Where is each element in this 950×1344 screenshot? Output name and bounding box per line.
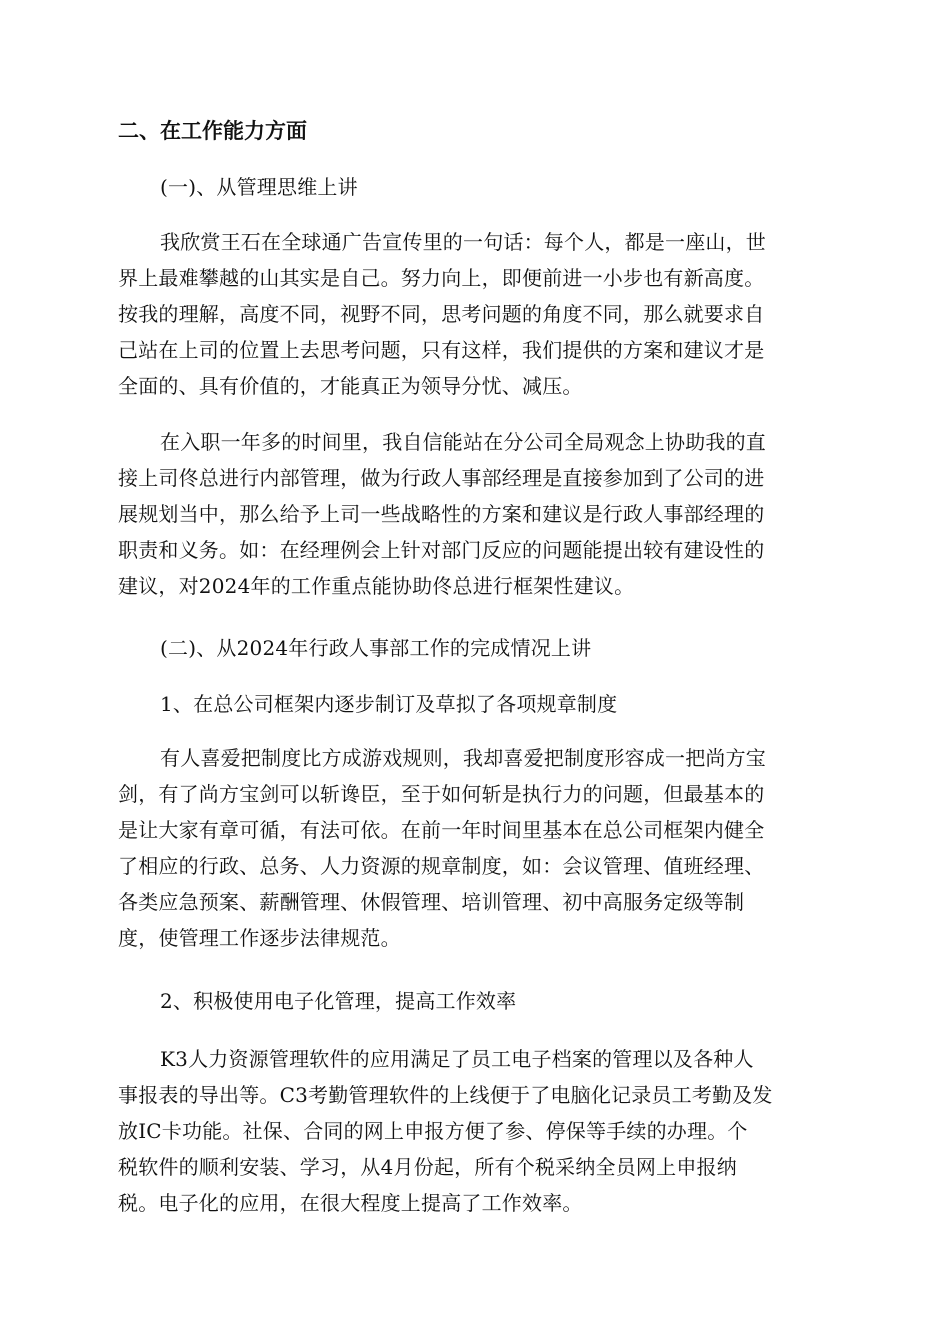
paragraph-electronic-management [118,1041,834,1221]
paragraph-line: 度，使管理工作逐步法律规范。 [118,926,401,950]
paragraph-line: 全面的、具有价值的，才能真正为领导分忧、减压。 [118,374,583,398]
paragraph-internal-management [118,424,834,604]
paragraph-line: 有人喜爱把制度比方成游戏规则，我却喜爱把制度形容成一把尚方宝 [160,746,766,770]
subheading-line: (二)、从2024年行政人事部工作的完成情况上讲 [160,636,592,660]
subheading-electronic-management [118,983,834,1019]
paragraph-line: 各类应急预案、薪酬管理、休假管理、培训管理、初中高服务定级等制 [118,890,745,914]
paragraph-line: 税软件的顺利安装、学习，从4月份起，所有个税采纳全员网上申报纳 [118,1155,737,1179]
paragraph-line: 界上最难攀越的山其实是自己。努力向上，即便前进一小步也有新高度。 [118,266,765,290]
section-heading: 二、在工作能力方面 [118,119,307,143]
subheading-completion-status [118,630,834,666]
paragraph-line: 在入职一年多的时间里，我自信能站在分公司全局观念上协助我的直 [160,430,766,454]
subheading-management-thinking [118,169,834,205]
paragraph-line: K3人力资源管理软件的应用满足了员工电子档案的管理以及各种人 [160,1047,754,1071]
paragraph-line: 建议，对2024年的工作重点能协助佟总进行框架性建议。 [118,574,635,598]
paragraph-line: 放IC卡功能。社保、合同的网上申报方便了参、停保等手续的办理。个 [118,1119,748,1143]
subheading-line: 1、在总公司框架内逐步制订及草拟了各项规章制度 [160,692,618,716]
paragraph-line: 我欣赏王石在全球通广告宣传里的一句话：每个人，都是一座山，世 [160,230,766,254]
paragraph-line: 接上司佟总进行内部管理，做为行政人事部经理是直接参加到了公司的进 [118,466,765,490]
paragraph-line: 己站在上司的位置上去思考问题，只有这样，我们提供的方案和建议才是 [118,338,765,362]
paragraph-line: 税。电子化的应用，在很大程度上提高了工作效率。 [118,1191,583,1215]
paragraph-line: 职责和义务。如：在经理例会上针对部门反应的问题能提出较有建设性的 [118,538,765,562]
subheading-regulations [118,686,834,722]
subheading-line: (一)、从管理思维上讲 [160,175,358,199]
paragraph-regulations [118,740,834,956]
paragraph-line: 了相应的行政、总务、人力资源的规章制度，如：会议管理、值班经理、 [118,854,765,878]
paragraph-line: 剑，有了尚方宝剑可以斩谗臣，至于如何斩是执行力的问题，但最基本的 [118,782,765,806]
paragraph-line: 按我的理解，高度不同，视野不同，思考问题的角度不同，那么就要求自 [118,302,765,326]
subheading-line: 2、积极使用电子化管理，提高工作效率 [160,989,517,1013]
paragraph-wangshi-quote [118,224,834,404]
paragraph-line: 事报表的导出等。C3考勤管理软件的上线便于了电脑化记录员工考勤及发 [118,1083,773,1107]
paragraph-line: 是让大家有章可循，有法可依。在前一年时间里基本在总公司框架内健全 [118,818,765,842]
paragraph-line: 展规划当中，那么给予上司一些战略性的方案和建议是行政人事部经理的 [118,502,765,526]
